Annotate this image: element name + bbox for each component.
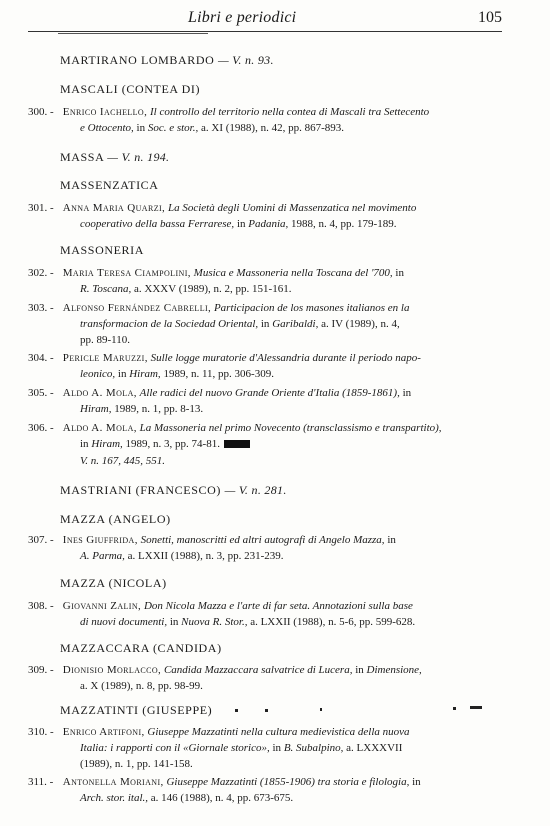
entry-number: 305. -	[28, 387, 54, 399]
heading-massenzatica	[60, 178, 159, 193]
entry-in: in	[399, 387, 412, 399]
entry-306	[28, 420, 493, 452]
entry-title: Candida Mazzaccara salvatrice di Lucera,	[163, 664, 353, 676]
heading-name: MASSENZATICA	[60, 178, 159, 192]
entry-pages: pp. 89-110.	[80, 334, 131, 346]
entry-title-cont: transformacion de la Sociedad Oriental,	[80, 318, 259, 330]
entry-author: Aldo A. Mola,	[62, 422, 137, 434]
entry-number: 307. -	[28, 534, 54, 546]
cross-reference: — V. n. 281.	[224, 483, 287, 497]
heading-massa	[60, 150, 169, 165]
entry-title-cont: Italia: i rapporti con il «Giornale storico»,	[80, 742, 270, 754]
entry-309	[28, 662, 493, 694]
entry-journal: Hiram,	[91, 438, 123, 450]
entry-title-cont: di nuovi documenti,	[80, 616, 168, 628]
see-also-reference: V. n. 167, 445, 551.	[80, 455, 166, 467]
heading-mascali	[60, 82, 200, 97]
print-specks	[235, 703, 495, 711]
entry-journal: Dimensione,	[366, 664, 422, 676]
entry-title-cont: leonico,	[80, 368, 116, 380]
entry-308	[28, 598, 493, 630]
entry-citation: a. LXXII (1988), n. 5-6, pp. 599-628.	[247, 616, 416, 628]
entry-title: Sulle logge muratorie d'Alessandria durante il periodo napo-	[150, 352, 421, 364]
entry-title: Musica e Massoneria nella Toscana del '700,	[193, 267, 393, 279]
running-title: Libri e periodici	[188, 9, 297, 26]
entry-in: in	[167, 616, 182, 628]
entry-citation: a. X (1989), n. 8, pp. 98-99.	[80, 680, 203, 692]
entry-in: in	[269, 742, 284, 754]
entry-citation: a. LXXXVII	[343, 742, 403, 754]
entry-title: Don Nicola Mazza e l'arte di far seta. Annotazioni sulla base	[143, 600, 413, 612]
entry-in: in	[384, 534, 396, 546]
entry-title: La Massoneria nel primo Novecento (transclassismo e transpartito),	[139, 422, 442, 434]
entry-title: Participacion de los masones italianos en la	[213, 302, 410, 314]
entry-citation: a. 146 (1988), n. 4, pp. 673-675.	[148, 792, 294, 804]
heading-name: MAZZA (NICOLA)	[60, 576, 167, 590]
entry-title: La Società degli Uomini di Massenzatica nel movimento	[167, 202, 417, 214]
entry-302	[28, 265, 493, 297]
entry-in: in	[133, 122, 148, 134]
entry-title: Giuseppe Mazzatinti (1855-1906) tra storia e filologia,	[166, 776, 410, 788]
entry-in: in	[409, 776, 421, 788]
entry-journal: Soc. e stor.,	[147, 122, 199, 134]
entry-301	[28, 200, 493, 232]
heading-name: MASSONERIA	[60, 243, 145, 257]
entry-307	[28, 532, 493, 564]
entry-number: 311. -	[28, 776, 54, 788]
entry-number: 304. -	[28, 352, 54, 364]
entry-journal: Hiram,	[80, 403, 112, 415]
entry-citation: 1989, n. 11, pp. 306-309.	[160, 368, 274, 380]
speck	[453, 707, 456, 710]
speck	[265, 709, 268, 712]
page-header	[28, 8, 502, 30]
entry-pages: (1989), n. 1, pp. 141-158.	[80, 758, 193, 770]
heading-name: MASCALI (CONTEA DI)	[60, 82, 201, 96]
entry-in: in	[80, 438, 92, 450]
entry-author: Alfonso Fernández Cabrelli,	[62, 302, 212, 314]
entry-citation: a. LXXII (1988), n. 3, pp. 231-239.	[124, 550, 284, 562]
entry-title-cont: e Ottocento,	[80, 122, 134, 134]
entry-citation: 1989, n. 1, pp. 8-13.	[111, 403, 204, 415]
heading-mazzaccara	[60, 641, 222, 656]
entry-citation: a. XXXV (1989), n. 2, pp. 151-161.	[131, 283, 292, 295]
heading-name: MAZZACCARA (CANDIDA)	[60, 641, 222, 655]
entry-in: in	[258, 318, 273, 330]
entry-in: in	[234, 218, 249, 230]
entry-journal: Arch. stor. ital.,	[80, 792, 149, 804]
heading-mastriani	[60, 483, 287, 498]
entry-journal: A. Parma,	[80, 550, 125, 562]
heading-name: MAZZA (ANGELO)	[60, 512, 171, 526]
entry-author: Anna Maria Quarzi,	[62, 202, 166, 214]
entry-300	[28, 104, 493, 136]
entry-305	[28, 385, 493, 417]
entry-310	[28, 724, 493, 772]
entry-author: Aldo A. Mola,	[62, 387, 137, 399]
heading-mazza-nicola	[60, 576, 167, 591]
entry-number: 303. -	[28, 302, 54, 314]
heading-name: MASTRIANI (FRANCESCO)	[60, 483, 221, 497]
entry-author: Giovanni Zalin,	[62, 600, 142, 612]
entry-number: 310. -	[28, 726, 54, 738]
header-rule-secondary	[58, 33, 208, 34]
heading-name: MAZZATINTI (GIUSEPPE)	[60, 703, 213, 717]
entry-journal: B. Subalpino,	[283, 742, 344, 754]
cross-reference: — V. n. 194.	[107, 150, 170, 164]
page-number: 105	[478, 9, 502, 26]
cross-reference: — V. n. 93.	[218, 53, 274, 67]
heading-name: MASSA	[60, 150, 104, 164]
entry-author: Pericle Maruzzi,	[62, 352, 148, 364]
speck	[470, 706, 482, 709]
entry-citation: 1988, n. 4, pp. 179-189.	[288, 218, 397, 230]
entry-author: Maria Teresa Ciampolini,	[62, 267, 191, 279]
entry-number: 308. -	[28, 600, 54, 612]
entry-author: Antonella Moriani,	[62, 776, 164, 788]
entry-citation: a. XI (1988), n. 42, pp. 867-893.	[198, 122, 344, 134]
entry-303	[28, 300, 493, 348]
entry-title: Giuseppe Mazzatinti nella cultura medievistica della nuova	[147, 726, 410, 738]
heading-name: MARTIRANO LOMBARDO	[60, 53, 215, 67]
entry-number: 300. -	[28, 106, 54, 118]
entry-in: in	[392, 267, 404, 279]
entry-citation: a. IV (1989), n. 4,	[318, 318, 400, 330]
entry-number: 306. -	[28, 422, 54, 434]
header-rule	[28, 31, 502, 32]
entry-311	[28, 774, 493, 806]
speck	[235, 709, 238, 712]
entry-journal: Nuova R. Stor.,	[181, 616, 248, 628]
heading-massoneria	[60, 243, 144, 258]
entry-304	[28, 350, 493, 382]
heading-martirano-lombardo	[60, 53, 274, 68]
entry-author: Ines Giuffrida,	[62, 534, 138, 546]
entry-number: 302. -	[28, 267, 54, 279]
entry-author: Dionisio Morlacco,	[62, 664, 162, 676]
entry-title: Sonetti, manoscritti ed altri autografi di Angelo Mazza,	[140, 534, 385, 546]
entry-journal: Hiram,	[129, 368, 161, 380]
entry-journal: Padania,	[248, 218, 289, 230]
entry-citation: 1989, n. 3, pp. 74-81.	[122, 438, 220, 450]
speck	[320, 708, 322, 711]
entry-in: in	[352, 664, 367, 676]
ink-blot	[224, 440, 250, 448]
entry-journal: Garibaldi,	[272, 318, 319, 330]
entry-author: Enrico Artifoni,	[62, 726, 145, 738]
entry-number: 309. -	[28, 664, 54, 676]
entry-title: Il controllo del territorio nella contea di Mascali tra Settecento	[150, 106, 430, 118]
entry-title: Alle radici del nuovo Grande Oriente d'Italia (1859-1861),	[139, 387, 400, 399]
entry-author: Enrico Iachello,	[62, 106, 148, 118]
entry-title-cont: cooperativo della bassa Ferrarese,	[80, 218, 235, 230]
entry-number: 301. -	[28, 202, 54, 214]
entry-journal: R. Toscana,	[80, 283, 132, 295]
heading-mazzatinti	[60, 703, 212, 718]
entry-in: in	[115, 368, 130, 380]
heading-mazza-angelo	[60, 512, 171, 527]
